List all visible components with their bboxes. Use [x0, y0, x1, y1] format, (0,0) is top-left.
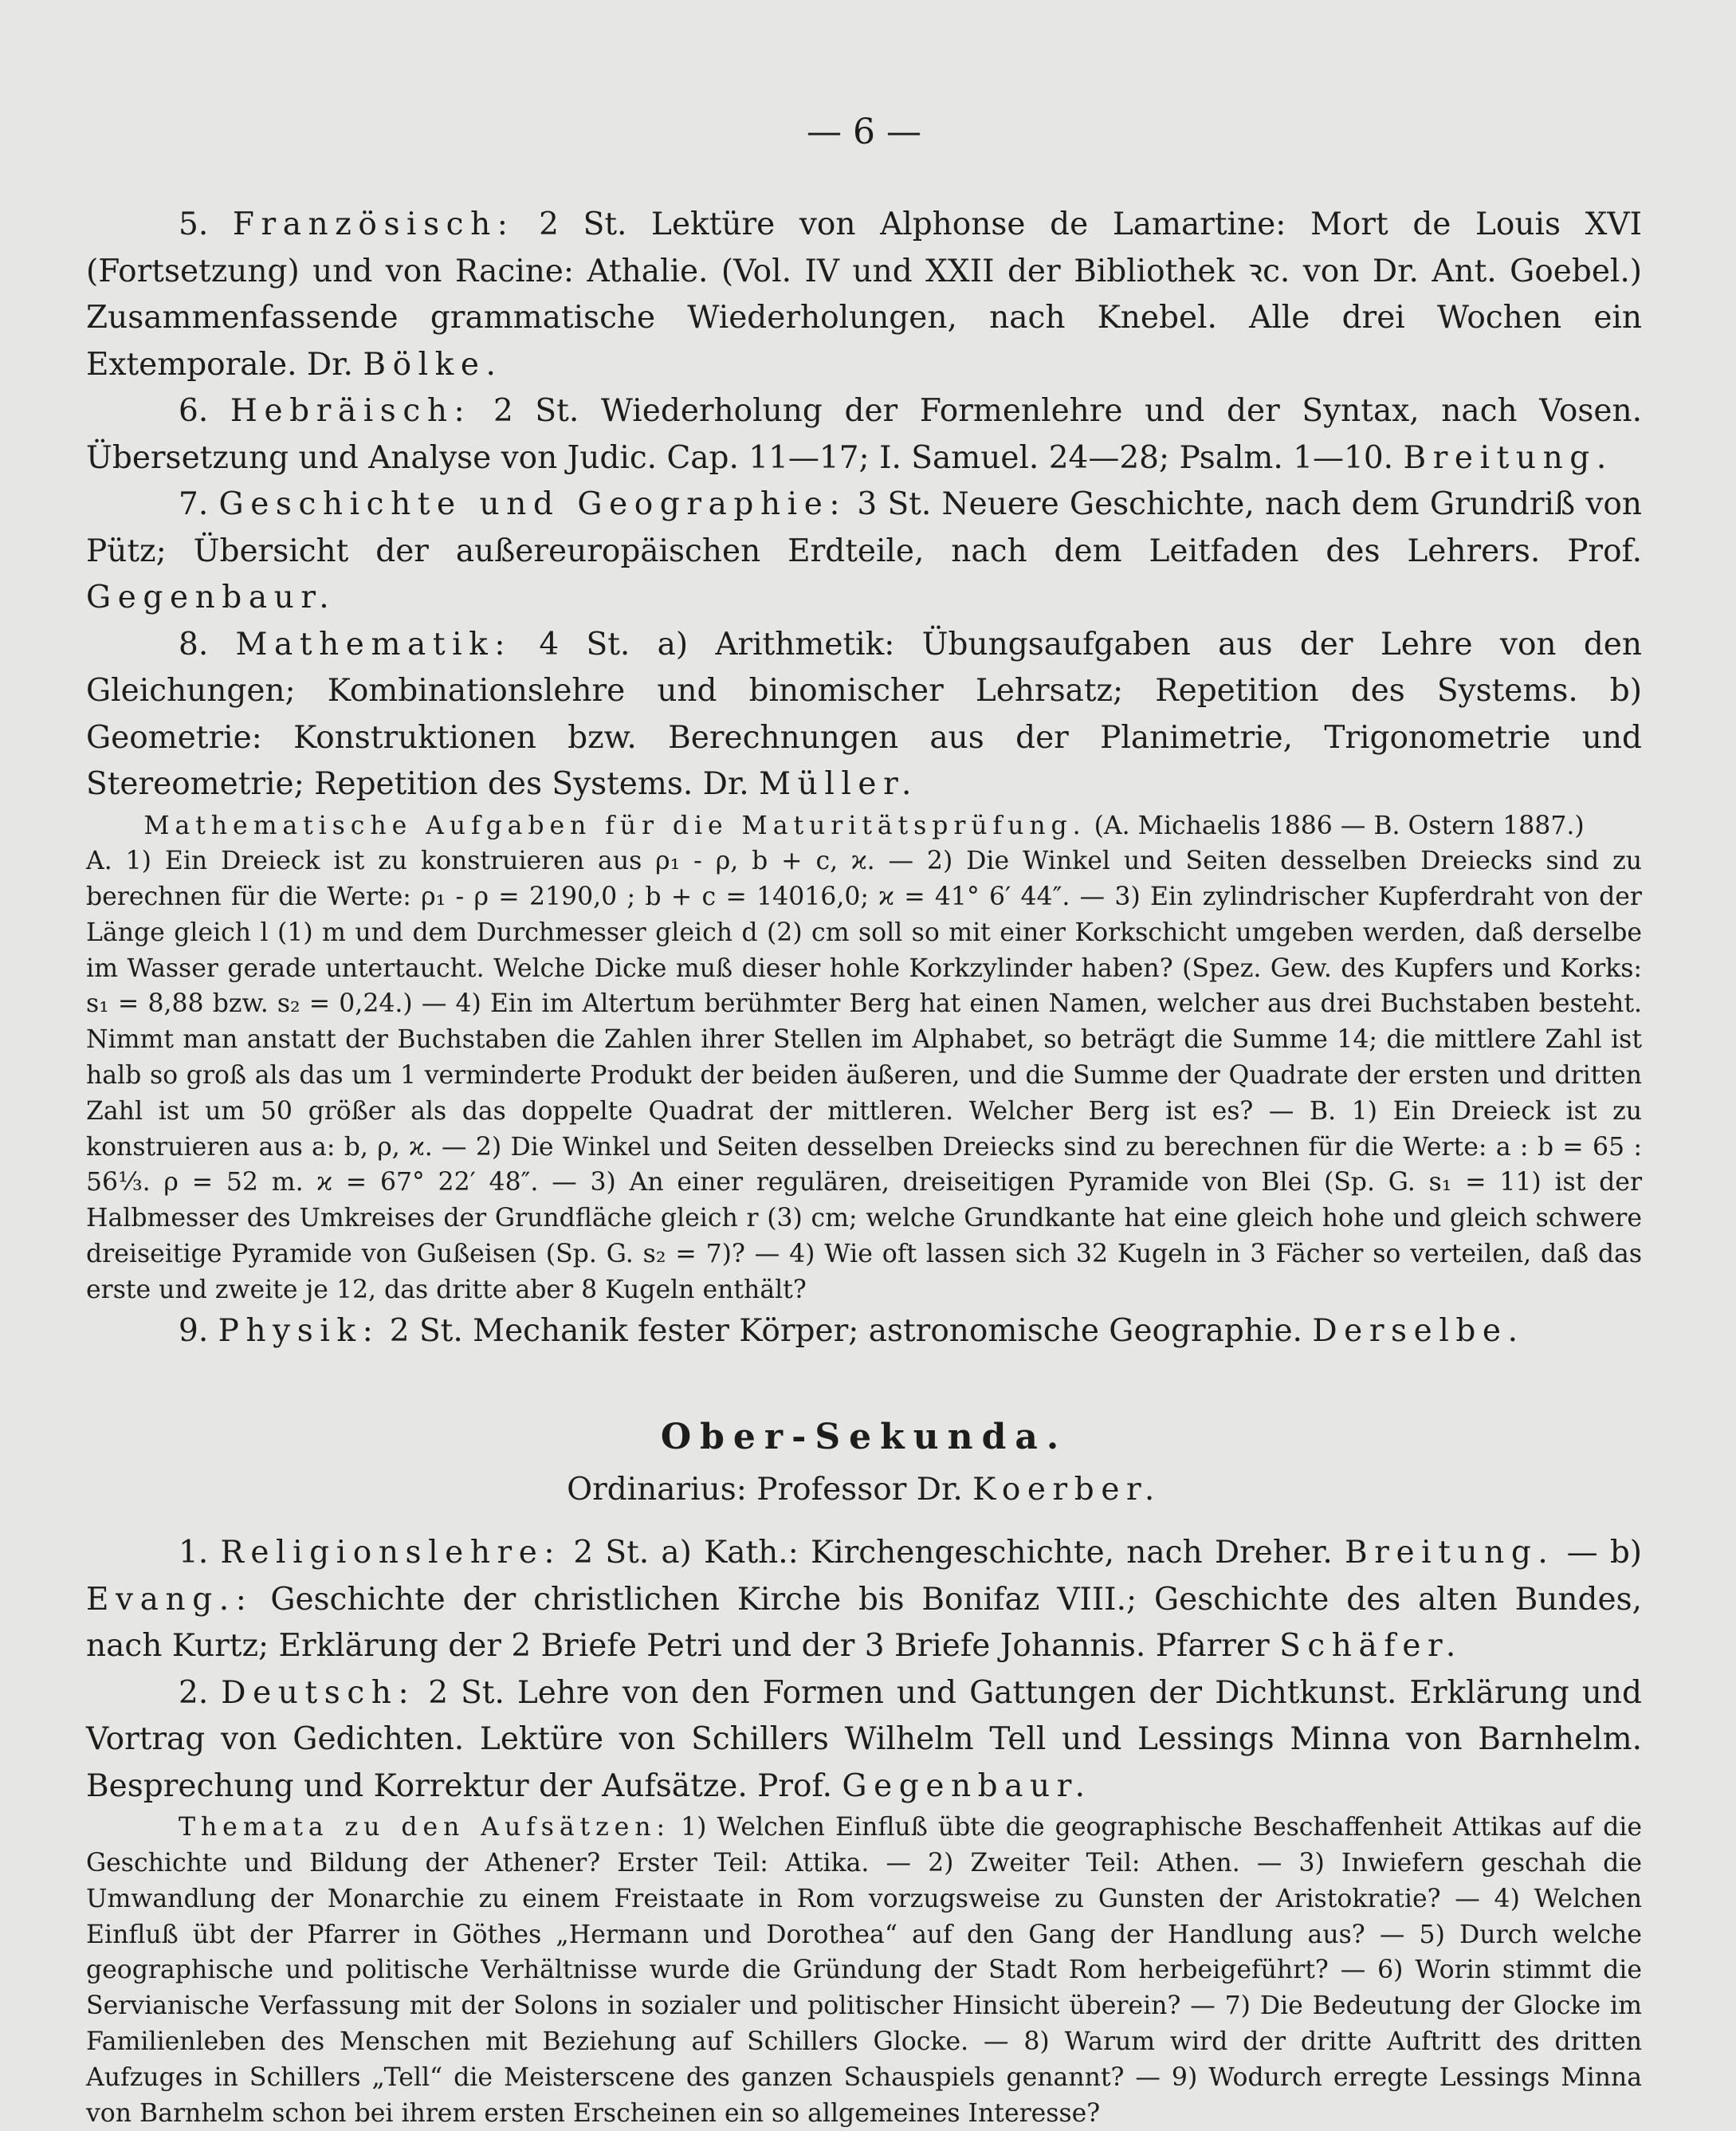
- themes-heading: Themata zu den Aufsätzen:: [179, 1813, 671, 1842]
- themes-text: 1) Welchen Einfluß übte die geographische Beschaffenheit Attikas auf die Geschichte und Bildung der Athener? Erster Teil: Attika. — 2) Zweiter Teil: Athen. — 3) Inwiefern geschah die Umwandlung der Monarchie zu einem Freistaate in Rom vorzugsweise zu Gunsten der Aristokratie? — 4) Welchen Einfluß übt der Pfarrer in Göthes „Hermann und Dorothea“ auf den Gang der Handlung aus? — 5) Durch welche geographische und politische Verhältnisse wurde die Gründung der Stadt Rom herbeigeführt? — 6) Worin stimmt die Servianische Verfassung mit der Solons in sozialer und politischer Hinsicht überein? — 7) Die Bedeutung der Glocke im Familienleben des Menschen mit Beziehung auf Schillers Glocke. — 8) Warum wird der dritte Auftritt des dritten Aufzuges in Schillers „Tell“ die Meisterscene des ganzen Schauspiels genannt? — 9) Wodurch erregte Lessings Minna von Barnhelm schon bei ihrem ersten Erscheinen ein so allgemeines Interesse?: [86, 1813, 1642, 2128]
- teacher-name: Derselbe.: [1312, 1312, 1525, 1349]
- subject-german: [86, 1670, 1642, 1811]
- subject-part-label: — b): [1566, 1535, 1643, 1571]
- subject-number: 9.: [179, 1312, 209, 1349]
- teacher-name: Schäfer.: [1279, 1628, 1463, 1665]
- subject-religion: [86, 1530, 1642, 1670]
- subject-mathematics: [86, 622, 1642, 808]
- essay-themes: [86, 1810, 1642, 2131]
- section-title: Ober-Sekunda.: [660, 1417, 1068, 1458]
- subject-title: Französisch:: [232, 206, 515, 242]
- subject-text: 2 St. a) Kath.: Kirchengeschichte, nach Dreher.: [573, 1535, 1333, 1571]
- ordinarius-name: Koerber.: [972, 1472, 1161, 1508]
- subject-text: 4 St. a) Arithmetik: Übungsaufgaben aus der Lehre von den Gleichungen; Kombinationslehre und binomischer Lehrsatz; Repetition des Systems. b) Geometrie: Konstruktionen bzw. Berechnungen aus der Planimetrie, Trigonometrie und Stereometrie; Repetition des Systems. Dr.: [86, 626, 1643, 802]
- subject-french: [86, 202, 1642, 388]
- subject-title: Geschichte und Geographie:: [218, 486, 847, 522]
- subject-number: 8.: [179, 626, 209, 662]
- subject-part-title: Evang.:: [86, 1581, 253, 1618]
- ordinarius-label: Ordinarius: Professor Dr.: [567, 1472, 963, 1508]
- teacher-name: Bölke.: [363, 346, 503, 383]
- subject-number: 6.: [179, 393, 209, 429]
- subject-text: Geschichte der christlichen Kirche bis Bonifaz VIII.; Geschichte des alten Bundes, nach Kurtz; Erklärung der 2 Briefe Petri und der 3 Briefe Johannis. Pfarrer: [86, 1581, 1642, 1665]
- teacher-name: Breitung.: [1403, 439, 1613, 476]
- teacher-name: Gegenbaur.: [86, 580, 336, 615]
- subject-number: 7.: [179, 486, 209, 522]
- subject-text: 2 St. Lektüre von Alphonse de Lamartine: Mort de Louis XVI (Fortsetzung) und von Racine: Athalie. (Vol. IV und XXII der Bibliothek ꝛc. von Dr. Ant. Goebel.) Zusammenfassende grammatische Wiederholungen, nach Knebel. Alle drei Wochen ein Extemporale. Dr.: [86, 206, 1642, 383]
- subject-text: 3 St. Neuere Geschichte, nach dem Grundriß von Pütz; Übersicht der außereuropäischen Erdteile, nach dem Leitfaden des Lehrers. Prof.: [86, 486, 1642, 569]
- exam-dates: (A. Michaelis 1886 — B. Ostern 1887.): [1094, 811, 1585, 840]
- subject-title: Mathematik:: [235, 626, 513, 662]
- subject-title: Physik:: [218, 1312, 380, 1349]
- subject-text: 2 St. Lehre von den Formen und Gattungen der Dichtkunst. Erklärung und Vortrag von Gedichten. Lektüre von Schillers Wilhelm Tell und Lessings Minna von Barnhelm. Besprechung und Korrektur der Aufsätze. Prof.: [86, 1674, 1642, 1804]
- subject-number: 1.: [179, 1535, 209, 1571]
- subject-physics: [86, 1308, 1642, 1355]
- teacher-name: Breitung.: [1345, 1535, 1555, 1571]
- teacher-name: Müller.: [759, 766, 919, 802]
- exam-heading: [86, 808, 1642, 844]
- page-number: — 6 —: [807, 112, 921, 152]
- exam-tasks: A. 1) Ein Dreieck ist zu konstruieren aus ρ₁ - ρ, b + c, ϰ. — 2) Die Winkel und Seiten desselben Dreiecks sind zu berechnen für die Werte: ρ₁ - ρ = 2190,0 ; b + c = 14016,0; ϰ = 41° 6′ 44″. — 3) Ein zylindrischer Kupferdraht von der Länge gleich l (1) m und dem Durchmesser gleich d (2) cm soll so mit einer Korkschicht umgeben werden, daß derselbe im Wasser gerade untertaucht. Welche Dicke muß dieser hohle Korkzylinder haben? (Spez. Gew. des Kupfers und Korks: s₁ = 8,88 bzw. s₂ = 0,24.) — 4) Ein im Altertum berühmter Berg hat einen Namen, welcher aus drei Buchstaben besteht. Nimmt man anstatt der Buchstaben die Zahlen ihrer Stellen im Alphabet, so beträgt die Summe 14; die mittlere Zahl ist halb so groß als das um 1 verminderte Produkt der beiden äußeren, und die Summe der Quadrate der ersten und dritten Zahl ist um 50 größer als das doppelte Quadrat der mittleren. Welcher Berg ist es? — B. 1) Ein Dreieck ist zu konstruieren aus a: b, ρ, ϰ. — 2) Die Winkel und Seiten desselben Dreiecks sind zu berechnen für die Werte: a : b = 65 : 56⅓. ρ = 52 m. ϰ = 67° 22′ 48″. — 3) An einer regulären, dreiseitigen Pyramide von Blei (Sp. G. s₁ = 11) ist der Halbmesser des Umkreises der Grundfläche gleich r (3) cm; welche Grundkante hat eine gleich hohe und gleich schwere dreiseitige Pyramide von Gußeisen (Sp. G. s₂ = 7)? — 4) Wie oft lassen sich 32 Kugeln in 3 Fächer so verteilen, daß das erste und zweite je 12, das dritte aber 8 Kugeln enthält?: [86, 847, 1642, 1304]
- exam-heading-title: Mathematische Aufgaben für die Maturitätsprüfung.: [143, 811, 1086, 840]
- subject-text: 2 St. Mechanik fester Körper; astronomische Geographie.: [389, 1312, 1302, 1349]
- subject-number: 5.: [179, 206, 209, 242]
- teacher-name: Gegenbaur.: [842, 1767, 1092, 1804]
- ordinarius-line: [86, 1472, 1642, 1508]
- subject-title: Religionslehre:: [220, 1535, 562, 1571]
- subject-number: 2.: [179, 1674, 209, 1711]
- subject-text: 2 St. Wiederholung der Formenlehre und der Syntax, nach Vosen. Übersetzung und Analyse von Judic. Cap. 11—17; I. Samuel. 24—28; Psalm. 1—10.: [86, 393, 1642, 476]
- subject-history-geography: [86, 482, 1642, 622]
- subject-title: Deutsch:: [221, 1674, 416, 1711]
- subject-title: Hebräisch:: [230, 393, 472, 429]
- subject-hebrew: [86, 388, 1642, 482]
